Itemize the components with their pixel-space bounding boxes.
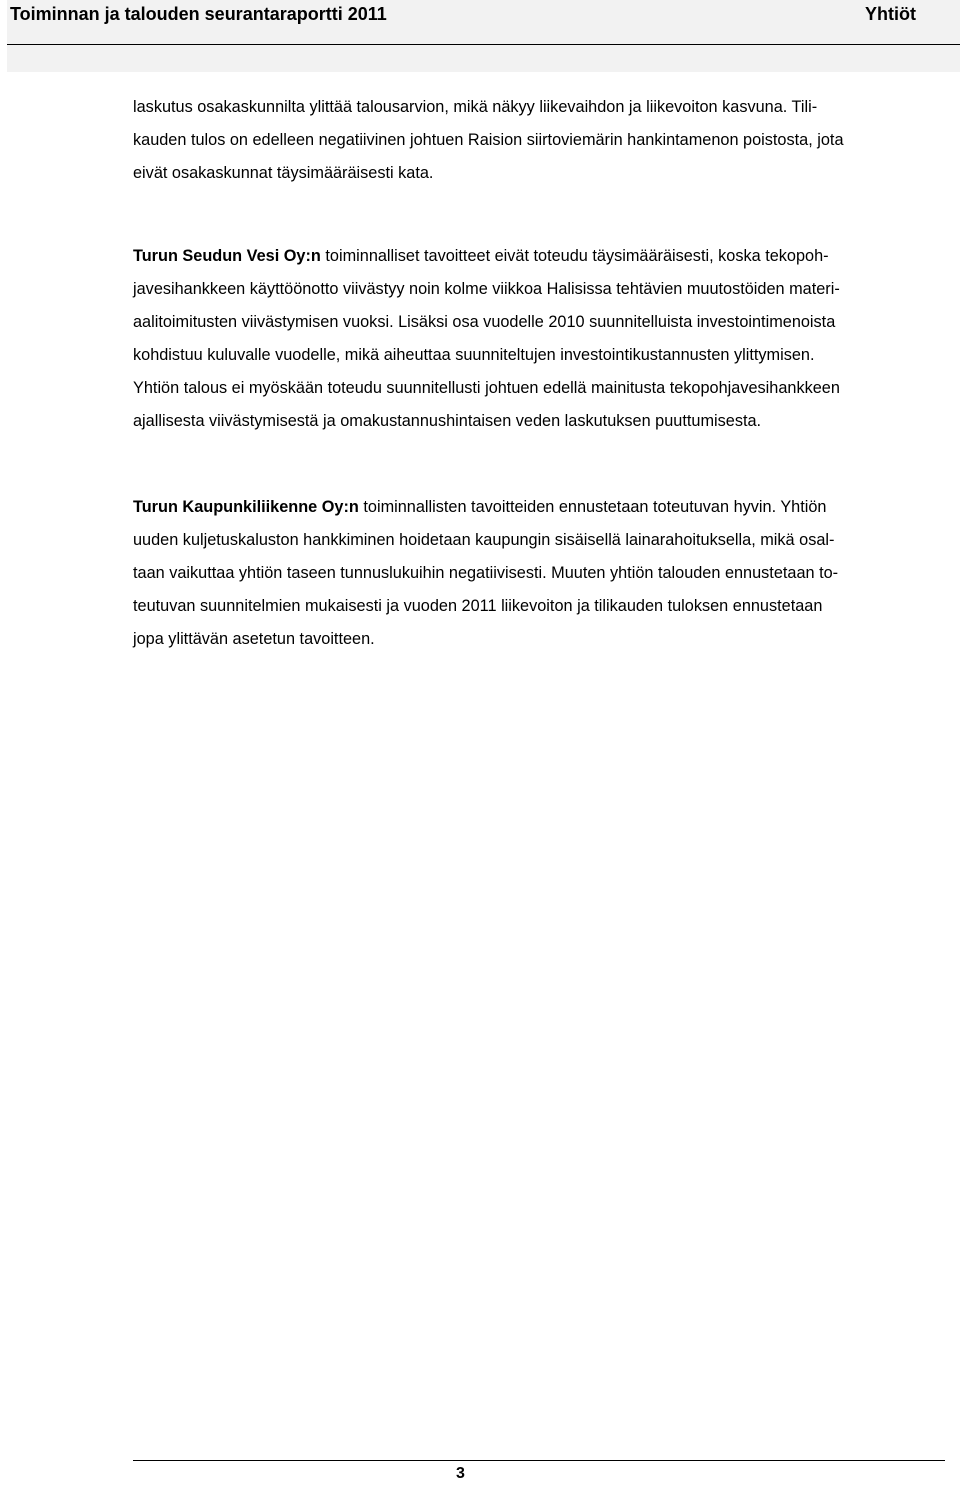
footer-divider (133, 1460, 945, 1461)
header-divider (7, 44, 960, 45)
text-line: eivät osakaskunnat täysimääräisesti kata. (133, 164, 434, 182)
text-line: javesihankkeen käyttöönotto viivästyy noin kolme viikkoa Halisissa tehtävien muutostöiden materi- (133, 280, 840, 298)
company-name: Turun Seudun Vesi Oy:n (133, 247, 321, 265)
text-line: ajallisesta viivästymisestä ja omakustannushintaisen veden laskutuksen puuttumisesta. (133, 412, 762, 430)
text-line: taan vaikuttaa yhtiön taseen tunnuslukuihin negatiivisesti. Muuten yhtiön talouden ennustetaan to- (133, 564, 839, 582)
text-line: kauden tulos on edelleen negatiivinen johtuen Raision siirtoviemärin hankintamenon poistosta, jota (133, 131, 844, 149)
text-line: Yhtiön talous ei myöskään toteudu suunnitellusti johtuen edellä mainitusta tekopohjavesihankkeen (133, 379, 840, 397)
paragraph-turun-seudun-vesi (133, 240, 953, 438)
text-segment: toiminnalliset tavoitteet eivät toteudu täysimääräisesti, koska tekopoh- (320, 247, 829, 265)
text-line: uuden kuljetuskaluston hankkiminen hoidetaan kaupungin sisäisellä lainarahoituksella, mikä osal- (133, 531, 835, 549)
page-number: 3 (456, 1465, 465, 1482)
paragraph-turun-kaupunkiliikenne (133, 491, 953, 656)
text-line: laskutus osakaskunnilta ylittää talousarvion, mikä näkyy liikevaihdon ja liikevoiton kasvuna. Tili- (133, 98, 818, 116)
text-segment: toiminnallisten tavoitteiden ennustetaan toteutuvan hyvin. Yhtiön (358, 498, 827, 516)
text-line: teutuvan suunnitelmien mukaisesti ja vuoden 2011 liikevoiton ja tilikauden tuloksen ennustetaan (133, 597, 823, 615)
text-line: jopa ylittävän asetetun tavoitteen. (133, 630, 375, 648)
section-title: Yhtiöt (865, 4, 916, 24)
text-line (133, 491, 953, 524)
text-line (133, 240, 953, 273)
company-name: Turun Kaupunkiliikenne Oy:n (133, 498, 359, 516)
document-title: Toiminnan ja talouden seurantaraportti 2011 (10, 4, 387, 24)
text-line: kohdistuu kuluvalle vuodelle, mikä aiheuttaa suunniteltujen investointikustannusten ylittymisen. (133, 346, 815, 364)
text-line: aalitoimitusten viivästymisen vuoksi. Lisäksi osa vuodelle 2010 suunnitelluista investointimenoista (133, 313, 836, 331)
paragraph-billing (133, 91, 953, 190)
